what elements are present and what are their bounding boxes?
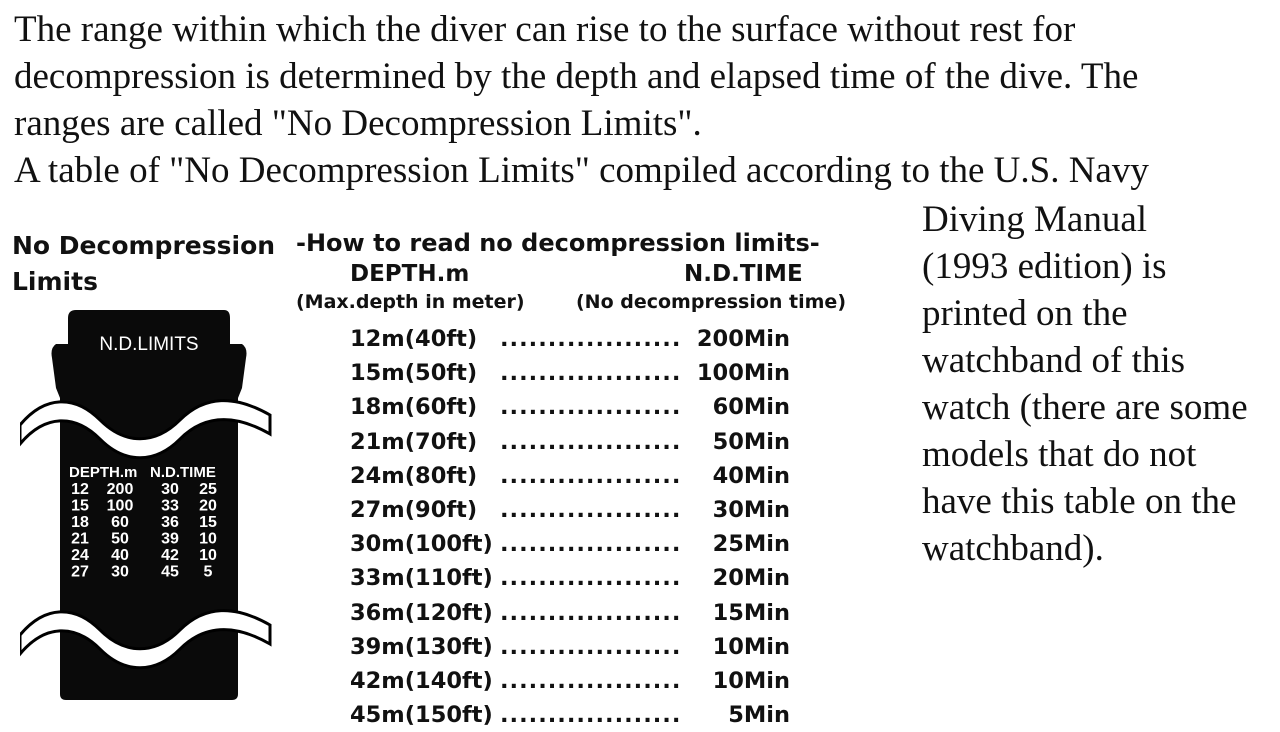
band-table-cell: 39 (161, 530, 179, 548)
band-table-cell: 10 (199, 547, 217, 564)
limit-time: 40Min (712, 462, 790, 489)
band-table-cell: 25 (199, 481, 217, 498)
band-table-cell: 5 (203, 563, 213, 581)
limit-depth: 21m(70ft) (350, 428, 478, 455)
limit-depth: 45m(150ft) (350, 702, 493, 729)
limit-row (350, 527, 790, 561)
section-title-line: No Decompression (12, 231, 276, 260)
band-table-cell: 100 (106, 497, 134, 515)
side-line: models that do not (922, 434, 1197, 475)
limit-depth: 39m(130ft) (350, 633, 493, 660)
limit-row (350, 459, 790, 493)
section-title-line: Limits (12, 267, 98, 296)
leader-dots: ................... (500, 531, 682, 558)
limit-time: 50Min (712, 428, 790, 455)
no-decompression-table (350, 322, 790, 732)
leader-dots: ................... (500, 428, 682, 455)
band-table-cell: 15 (71, 497, 89, 515)
limit-time: 10Min (712, 667, 790, 694)
limit-time: 20Min (712, 565, 790, 592)
intro-paragraph (14, 6, 1264, 194)
leader-dots: ................... (500, 633, 682, 660)
limit-row (350, 493, 790, 527)
intro-line: The range within which the diver can rise to the surface without rest for (14, 9, 1076, 50)
side-line: watch (there are some (922, 387, 1248, 428)
leader-dots: ................... (500, 462, 682, 489)
limit-depth: 27m(90ft) (350, 497, 478, 524)
band-table-cell: 21 (71, 530, 89, 548)
band-table-cell: 27 (71, 563, 89, 581)
side-line: printed on the (922, 293, 1128, 334)
limit-depth: 36m(120ft) (350, 599, 493, 626)
limit-depth: 18m(60ft) (350, 394, 478, 421)
band-table-cell: 40 (111, 547, 129, 564)
leader-dots: ................... (500, 565, 682, 592)
band-table-cell: 42 (161, 547, 179, 564)
time-column-subheader: (No decompression time) (576, 291, 846, 313)
side-line: Diving Manual (922, 199, 1148, 240)
band-table-cell: 30 (111, 563, 129, 581)
limit-depth: 12m(40ft) (350, 326, 478, 353)
limit-time: 30Min (712, 497, 790, 524)
intro-line: A table of "No Decompression Limits" compiled according to the U.S. Navy (14, 150, 1149, 191)
limit-row (350, 356, 790, 390)
limit-row (350, 561, 790, 595)
leader-dots: ................... (500, 326, 682, 353)
watchband-illustration (20, 310, 272, 700)
band-table-cell: 24 (71, 547, 89, 564)
limit-depth: 15m(50ft) (350, 360, 478, 387)
leader-dots: ................... (500, 394, 682, 421)
side-paragraph (922, 196, 1278, 572)
band-table-cell: 30 (161, 481, 179, 498)
band-table-cell: 45 (161, 563, 179, 581)
band-table-cell: 20 (199, 497, 217, 515)
side-line: watchband of this (922, 340, 1186, 381)
band-table-cell: 200 (106, 481, 134, 498)
depth-column-subheader: (Max.depth in meter) (296, 291, 525, 313)
leader-dots: ................... (500, 360, 682, 387)
band-table-cell: 15 (199, 514, 217, 531)
intro-line: decompression is determined by the depth and elapsed time of the dive. The (14, 56, 1139, 97)
limit-time: 200Min (696, 326, 790, 353)
band-header-depth: DEPTH.m (69, 464, 138, 481)
limit-time: 25Min (712, 531, 790, 558)
limit-row (350, 630, 790, 664)
limit-depth: 30m(100ft) (350, 531, 493, 558)
band-table-cell: 10 (199, 530, 217, 548)
band-table-cell: 60 (111, 514, 129, 531)
limit-row (350, 698, 790, 732)
how-to-read-title: -How to read no decompression limits- (296, 229, 820, 257)
leader-dots: ................... (500, 702, 682, 729)
band-table-cell: 33 (161, 497, 179, 515)
limit-time: 5Min (728, 702, 790, 729)
limit-row (350, 322, 790, 356)
band-header-time: N.D.TIME (150, 464, 216, 481)
section-title (12, 228, 275, 300)
side-line: (1993 edition) is (922, 246, 1167, 287)
leader-dots: ................... (500, 667, 682, 694)
side-line: watchband). (922, 528, 1104, 569)
band-table-cell: 36 (161, 514, 179, 531)
band-table-cell: 50 (111, 530, 129, 548)
time-column-header: N.D.TIME (684, 261, 803, 287)
limit-time: 60Min (712, 394, 790, 421)
limit-depth: 24m(80ft) (350, 462, 478, 489)
band-table-cell: 12 (71, 481, 89, 498)
limit-time: 10Min (712, 633, 790, 660)
watchband-label: N.D.LIMITS (99, 334, 199, 355)
side-line: have this table on the (922, 481, 1237, 522)
limit-time: 100Min (696, 360, 790, 387)
leader-dots: ................... (500, 599, 682, 626)
limit-depth: 33m(110ft) (350, 565, 493, 592)
limit-row (350, 425, 790, 459)
leader-dots: ................... (500, 497, 682, 524)
band-table-cell: 18 (71, 514, 89, 531)
intro-line: ranges are called "No Decompression Limits". (14, 103, 702, 144)
limit-depth: 42m(140ft) (350, 667, 493, 694)
limit-time: 15Min (712, 599, 790, 626)
limit-row (350, 596, 790, 630)
limit-row (350, 664, 790, 698)
limit-row (350, 390, 790, 424)
depth-column-header: DEPTH.m (350, 261, 470, 287)
